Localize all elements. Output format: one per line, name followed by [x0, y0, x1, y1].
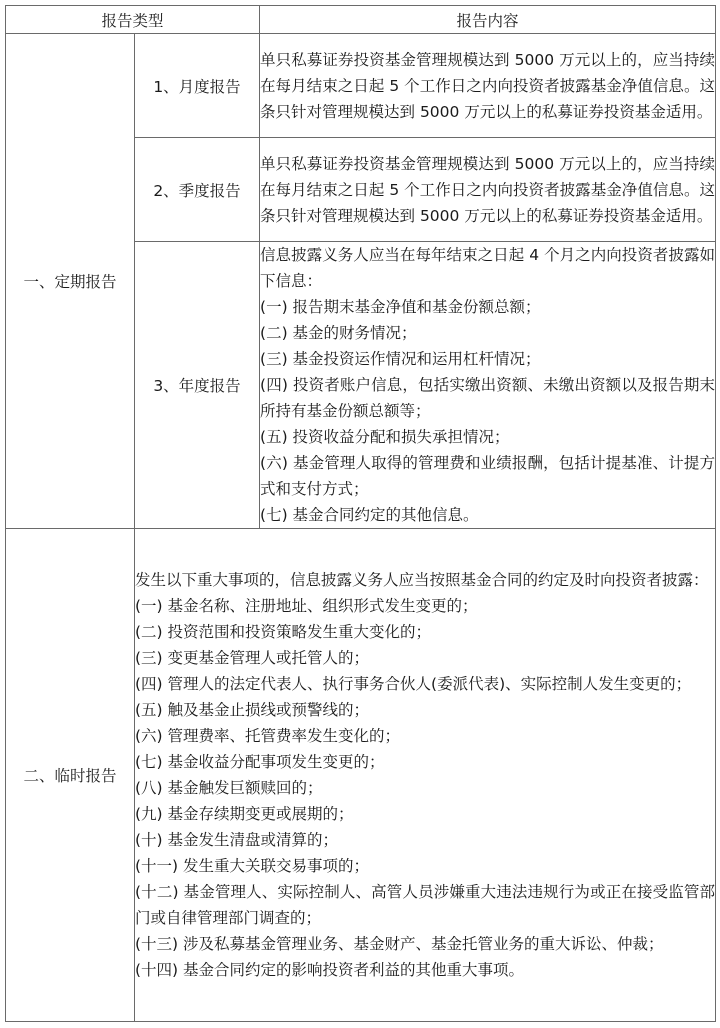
content-line: (二) 基金的财务情况；	[260, 324, 417, 342]
content-line: (十) 基金发生清盘或清算的；	[135, 831, 339, 849]
content-line: 发生以下重大事项的，信息披露义务人应当按照基金合同的约定及时向投资者披露：	[135, 571, 709, 589]
interim-report-content	[135, 529, 716, 1022]
content-line: 单只私募证券投资基金管理规模达到 5000 万元以上的，应当持续在每月结束之日起 5 个工作日之内向投资者披露基金净值信息。这条只针对管理规模达到 5000 万元以上的私募证券投资基金适用。	[260, 50, 716, 121]
header-report-content: 报告内容	[260, 6, 716, 34]
content-line: (一) 报告期末基金净值和基金份额总额；	[260, 298, 541, 316]
category-interim-report: 二、临时报告	[6, 529, 135, 1022]
content-line: (八) 基金触发巨额赎回的；	[135, 779, 323, 797]
content-line: (五) 投资收益分配和损失承担情况；	[260, 428, 510, 446]
content-line: 信息披露义务人应当在每年结束之日起 4 个月之内向投资者披露如下信息：	[260, 246, 716, 290]
annual-report-content	[260, 242, 716, 529]
subcategory-quarterly-report: 2、季度报告	[135, 138, 260, 242]
quarterly-report-content	[260, 138, 716, 242]
content-line: (一) 基金名称、注册地址、组织形式发生变更的；	[135, 597, 478, 615]
header-report-type: 报告类型	[6, 6, 260, 34]
table-row-interim	[6, 529, 716, 1022]
category-periodic-report: 一、定期报告	[6, 34, 135, 529]
content-line: (二) 投资范围和投资策略发生重大变化的；	[135, 623, 432, 641]
table-row-monthly	[6, 34, 716, 138]
disclosure-report-table	[5, 5, 716, 1022]
monthly-report-content	[260, 34, 716, 138]
content-line: (三) 基金投资运作情况和运用杠杆情况；	[260, 350, 541, 368]
content-line: (十一) 发生重大关联交易事项的；	[135, 857, 370, 875]
content-line: (五) 触及基金止损线或预警线的；	[135, 701, 370, 719]
content-line: (十三) 涉及私募基金管理业务、基金财产、基金托管业务的重大诉讼、仲裁；	[135, 935, 664, 953]
content-line: 单只私募证券投资基金管理规模达到 5000 万元以上的，应当持续在每月结束之日起 5 个工作日之内向投资者披露基金净值信息。这条只针对管理规模达到 5000 万元以上的私募证券投资基金适用。	[260, 154, 716, 225]
subcategory-monthly-report: 1、月度报告	[135, 34, 260, 138]
content-line: (四) 管理人的法定代表人、执行事务合伙人(委派代表)、实际控制人发生变更的；	[135, 675, 692, 693]
content-line: (九) 基金存续期变更或展期的；	[135, 805, 354, 823]
content-line: (三) 变更基金管理人或托管人的；	[135, 649, 370, 667]
subcategory-annual-report: 3、年度报告	[135, 242, 260, 529]
content-line: (十二) 基金管理人、实际控制人、高管人员涉嫌重大违法违规行为或正在接受监管部门或自律管理部门调查的；	[135, 883, 716, 927]
content-line: (六) 管理费率、托管费率发生变化的；	[135, 727, 401, 745]
table-header-row	[6, 6, 716, 34]
content-line: (四) 投资者账户信息，包括实缴出资额、未缴出资额以及报告期末所持有基金份额总额等；	[260, 376, 716, 420]
content-line: (六) 基金管理人取得的管理费和业绩报酬，包括计提基准、计提方式和支付方式；	[260, 454, 716, 498]
content-line: (七) 基金收益分配事项发生变更的；	[135, 753, 385, 771]
content-line: (七) 基金合同约定的其他信息。	[260, 506, 479, 524]
content-line: (十四) 基金合同约定的影响投资者利益的其他重大事项。	[135, 961, 525, 979]
